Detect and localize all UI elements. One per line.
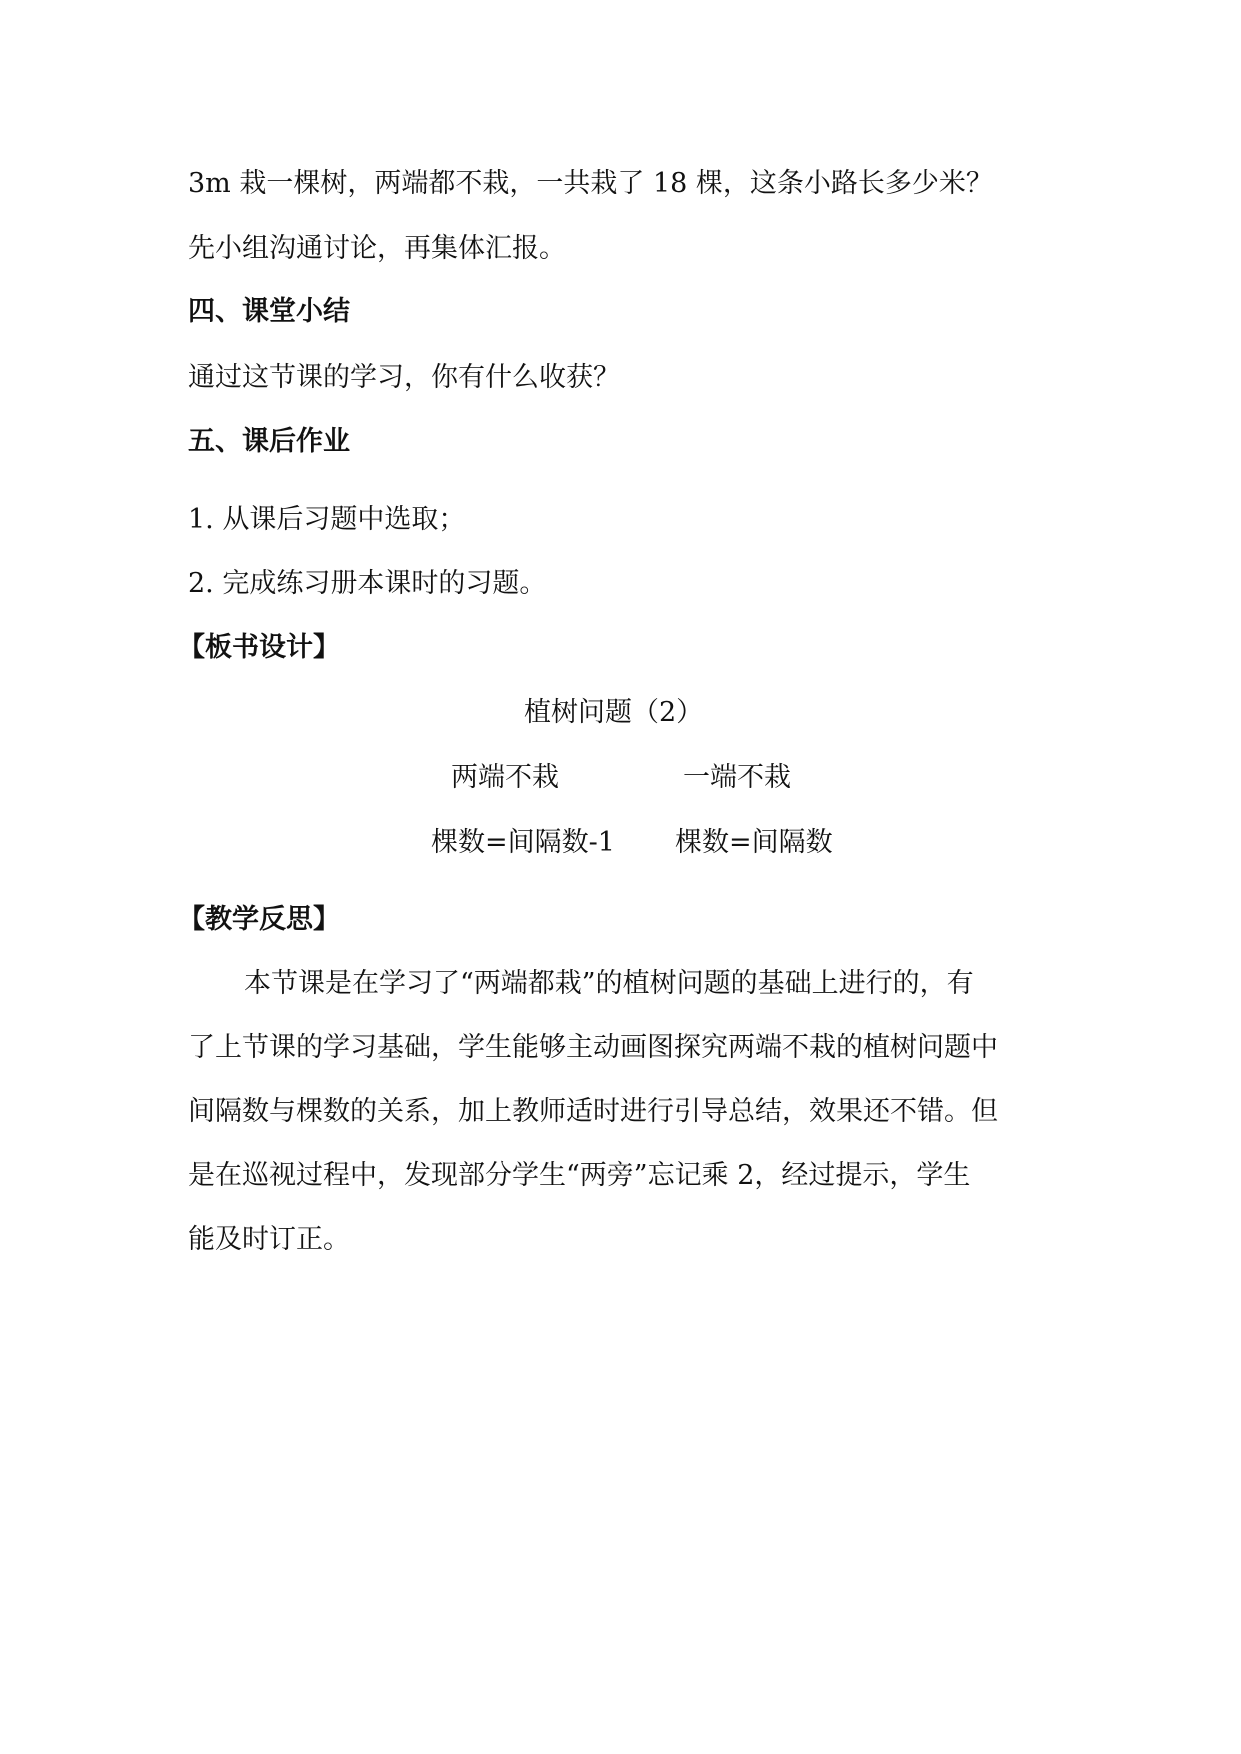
summary-question: 通过这节课的学习，你有什么收获？	[188, 362, 620, 393]
section-heading-board-design: 【板书设计】	[178, 632, 340, 663]
board-formula-left: 棵数=间隔数-1	[431, 827, 615, 858]
board-case-right: 一端不栽	[683, 762, 791, 793]
board-case-left: 两端不栽	[451, 762, 559, 793]
problem-text-line: 3m 栽一棵树，两端都不栽，一共栽了 18 棵，这条小路长多少米？	[188, 168, 993, 199]
discussion-text-line: 先小组沟通讨论，再集体汇报。	[188, 233, 566, 264]
reflection-line-2: 了上节课的学习基础，学生能够主动画图探究两端不栽的植树问题中	[188, 1032, 998, 1063]
reflection-paragraph	[188, 952, 1058, 1272]
reflection-line-1: 本节课是在学习了“两端都栽”的植树问题的基础上进行的，有	[244, 968, 974, 999]
reflection-line-5: 能及时订正。	[188, 1224, 350, 1255]
homework-item-1: 1. 从课后习题中选取；	[188, 504, 466, 535]
reflection-line-3: 间隔数与棵数的关系，加上教师适时进行引导总结，效果还不错。但	[188, 1096, 998, 1127]
board-topic: 植树问题（2）	[524, 697, 704, 728]
section-heading-summary: 四、课堂小结	[188, 296, 350, 327]
reflection-line-4: 是在巡视过程中，发现部分学生“两旁”忘记乘 2，经过提示，学生	[188, 1160, 971, 1191]
board-formula-right: 棵数=间隔数	[675, 827, 833, 858]
section-heading-homework: 五、课后作业	[188, 426, 350, 457]
section-heading-reflection: 【教学反思】	[178, 904, 340, 935]
homework-item-2: 2. 完成练习册本课时的习题。	[188, 568, 547, 599]
